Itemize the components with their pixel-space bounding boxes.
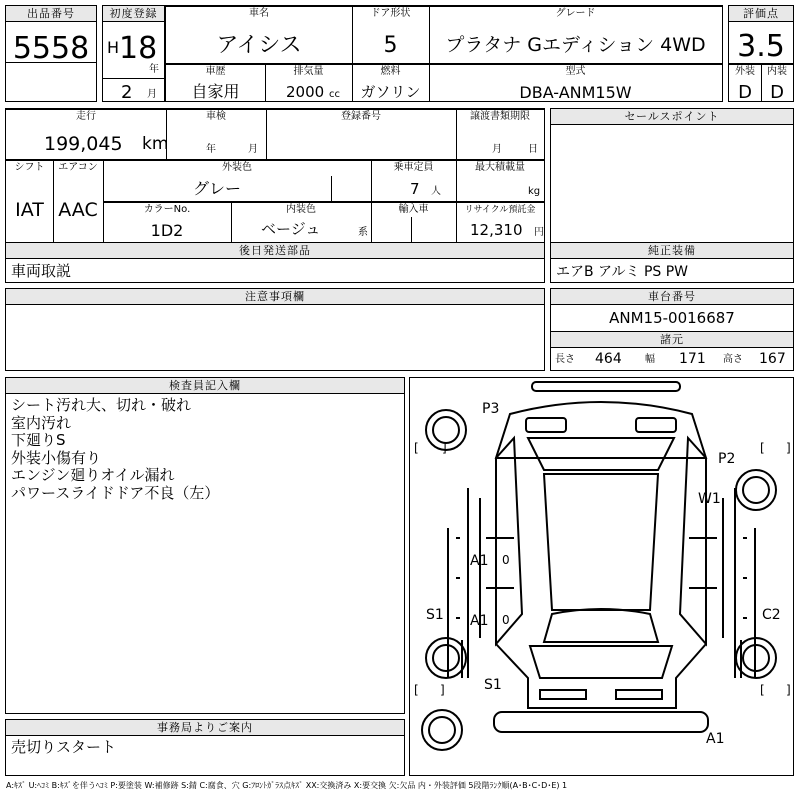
- exterior-label: 外装: [735, 66, 755, 77]
- color-no: 1D2: [150, 221, 184, 240]
- person-unit: 人: [431, 186, 441, 197]
- chassis-box: [550, 288, 794, 371]
- office-box: [5, 719, 405, 776]
- history-label: 車歴: [205, 66, 226, 77]
- grade-label: グレード: [555, 8, 596, 19]
- shift-label: シフト: [14, 162, 45, 173]
- svg-text:]: ]: [786, 683, 791, 697]
- color-no-label: カラーNo.: [143, 204, 191, 215]
- svg-text:[: [: [760, 683, 765, 697]
- displacement-label: 排気量: [293, 66, 324, 77]
- lot-number-box: [5, 5, 97, 102]
- inspector-note-line: パワースライドドア不良（左）: [11, 483, 220, 502]
- km-unit: km: [142, 134, 169, 154]
- shift: IAT: [15, 199, 44, 221]
- reg-number-label: 登録番号: [341, 111, 381, 122]
- sales-points-label: セールスポイント: [551, 109, 793, 125]
- length-label: 長さ: [555, 354, 575, 365]
- mark-a1-rear: A1: [706, 731, 725, 747]
- svg-text:]: ]: [786, 441, 791, 455]
- genuine-equip-label: 純正装備: [551, 243, 793, 259]
- width-label: 幅: [645, 354, 655, 365]
- width: 171: [679, 351, 706, 367]
- month-unit: 月: [147, 89, 157, 100]
- damage-diagram-box: [409, 377, 794, 776]
- cc-unit: cc: [329, 89, 340, 100]
- lot-number-label: 出品番号: [6, 6, 96, 22]
- car-name: アイシス: [216, 33, 302, 58]
- inspector-note-line: 下廻りS: [11, 431, 66, 449]
- shaken-month: 月: [248, 144, 258, 155]
- transfer-day: 日: [528, 144, 538, 155]
- svg-text:[: [: [414, 683, 419, 697]
- chassis-number-label: 車台番号: [551, 289, 793, 305]
- lot-number: 5558: [12, 31, 90, 66]
- int-color-label: 内装色: [286, 204, 316, 215]
- mileage: 199,045: [44, 133, 123, 155]
- mark-s1-bottom: S1: [484, 677, 502, 693]
- mark-c2: C2: [762, 607, 781, 623]
- capacity: 7: [410, 180, 420, 198]
- first-registration-box: [102, 5, 165, 102]
- svg-text:]: ]: [442, 441, 447, 455]
- int-color: ベージュ: [261, 220, 321, 238]
- car-diagram: [410, 378, 793, 775]
- yen-unit: 円: [534, 227, 544, 238]
- model-code: DBA-ANM15W: [519, 83, 632, 102]
- mark-s1-left: S1: [426, 607, 444, 623]
- office-note: 売切りスタート: [11, 738, 117, 756]
- length: 464: [595, 351, 622, 367]
- door-label: ドア形状: [370, 8, 411, 19]
- inspector-notes-list: [11, 397, 219, 502]
- later-parts-label: 後日発送部品: [6, 243, 544, 259]
- car-name-label: 車名: [249, 8, 269, 19]
- mark-zero-upper: 0: [502, 553, 510, 567]
- grade: プラタナ Gエディション 4WD: [445, 34, 706, 56]
- inspector-notes-box: [5, 377, 405, 714]
- inspector-note-line: 外装小傷有り: [11, 448, 102, 467]
- mark-w1: W1: [698, 491, 721, 507]
- model-code-label: 型式: [565, 66, 586, 77]
- score-label: 評価点: [729, 6, 793, 22]
- interior-label: 内装: [767, 66, 787, 77]
- score-box: [728, 5, 794, 102]
- ext-color-label: 外装色: [222, 162, 252, 173]
- import-label: 輸入車: [398, 204, 429, 215]
- mark-p2: P2: [718, 451, 736, 467]
- chassis-number: ANM15-0016687: [609, 309, 735, 327]
- recycle-fee: 12,310: [470, 221, 523, 239]
- doors: 5: [383, 33, 398, 58]
- year-unit: 年: [149, 64, 159, 75]
- svg-text:[: [: [760, 441, 765, 455]
- fuel: ガソリン: [360, 83, 421, 101]
- shaken-label: 車検: [206, 111, 226, 122]
- height-label: 高さ: [723, 354, 743, 365]
- fuel-label: 燃料: [380, 66, 401, 77]
- mark-a1-upper: A1: [470, 553, 489, 569]
- office-label: 事務局よりご案内: [6, 720, 404, 736]
- capacity-label: 乗車定員: [393, 162, 434, 173]
- first-registration-label: 初度登録: [103, 6, 164, 22]
- shaken-year: 年: [206, 144, 216, 155]
- notes-label: 注意事項欄: [6, 289, 544, 305]
- aircon: AAC: [58, 199, 98, 221]
- genuine-equip: エアB アルミ PS PW: [556, 264, 689, 280]
- score: 3.5: [737, 29, 785, 64]
- mileage-label: 走行: [76, 111, 96, 122]
- history: 自家用: [191, 82, 240, 101]
- svg-text:]: ]: [440, 683, 445, 697]
- era-label: H: [107, 38, 120, 57]
- sales-points-box: [550, 108, 794, 283]
- mark-p3: P3: [482, 401, 500, 417]
- ext-color: グレー: [192, 179, 241, 198]
- details-box: [5, 108, 545, 283]
- inspector-note-line: 室内汚れ: [11, 413, 72, 432]
- transfer-docs-label: 譲渡書類期限: [470, 111, 530, 122]
- dimensions-label: 諸元: [551, 332, 793, 348]
- later-parts: 車両取説: [11, 262, 72, 280]
- recycle-label: リサイクル預託金: [464, 205, 536, 215]
- displacement: 2000: [286, 83, 325, 101]
- mark-zero-lower: 0: [502, 613, 510, 627]
- inspector-notes-label: 検査員記入欄: [6, 378, 404, 394]
- series-unit: 系: [358, 227, 368, 238]
- mark-a1-lower: A1: [470, 613, 489, 629]
- legend: A:ｷｽﾞ U:ﾍｺﾐ B:ｷｽﾞを伴うﾍｺﾐ P:要塗装 W:補修跡 S:錆 C:腐食、穴 G:ﾌﾛﾝﾄｶﾞﾗｽ点ｷｽﾞ XX:交換済み X:要交換 欠:欠品 内・外装評価 5段階ﾗﾝｸ順(A･B･C･D･E) 1: [6, 781, 568, 790]
- vehicle-info-box: [165, 5, 723, 102]
- inspector-note-line: シート汚れ大、切れ・破れ: [11, 396, 192, 414]
- reg-month: 2: [121, 82, 133, 103]
- transfer-month: 月: [492, 144, 502, 155]
- aircon-label: エアコン: [58, 162, 98, 173]
- height: 167: [759, 351, 786, 367]
- reg-year: 18: [119, 31, 158, 66]
- max-load-label: 最大積載量: [475, 162, 525, 173]
- svg-text:[: [: [414, 441, 419, 455]
- notes-box: [5, 288, 545, 371]
- inspector-note-line: エンジン廻りオイル漏れ: [11, 466, 175, 484]
- exterior-grade: D: [738, 82, 752, 103]
- kg-unit: kg: [528, 186, 541, 197]
- interior-grade: D: [770, 82, 784, 103]
